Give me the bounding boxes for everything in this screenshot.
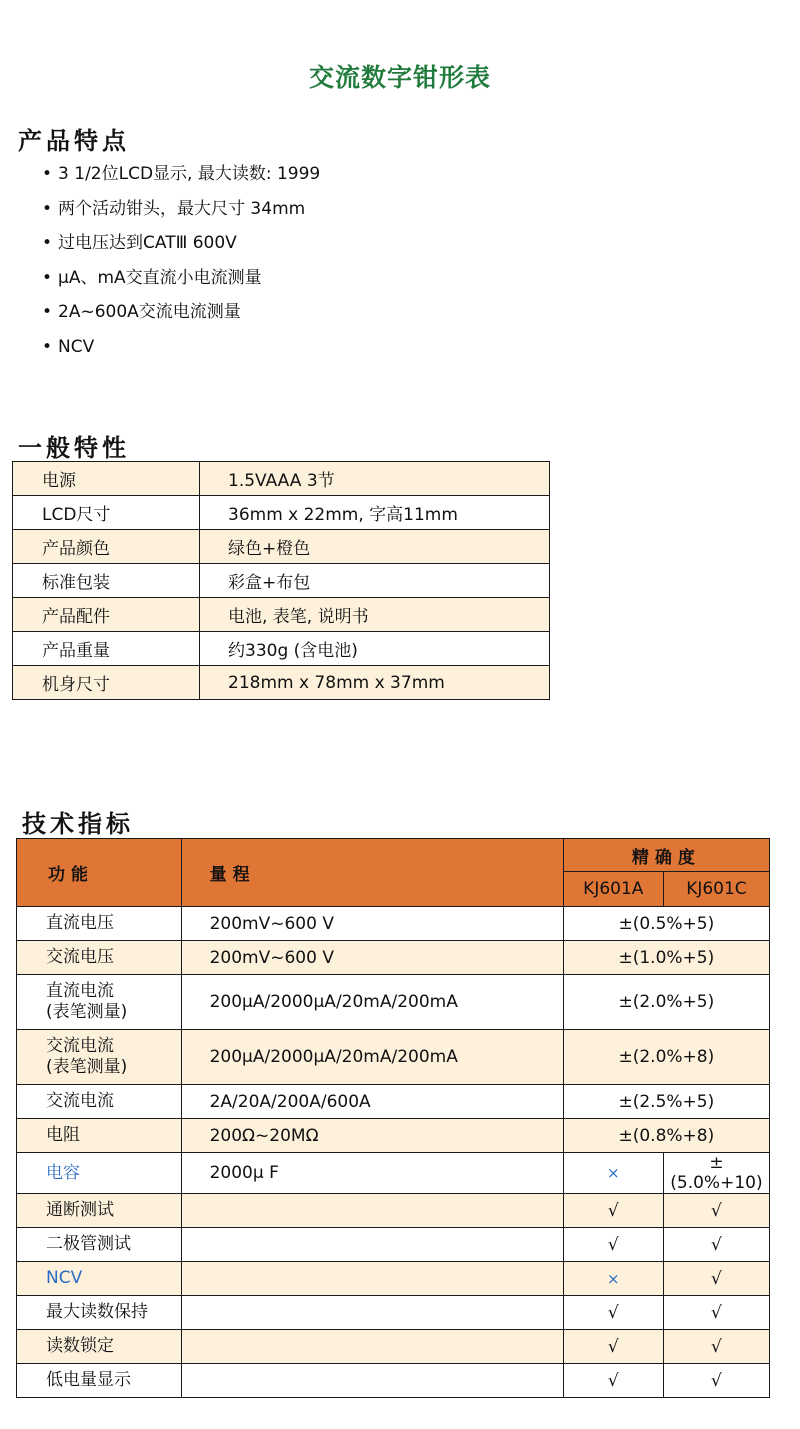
- check-mark: √: [663, 1296, 769, 1330]
- range-cell: 2000μ F: [181, 1153, 563, 1194]
- spec-value: 电池, 表笔, 说明书: [200, 598, 550, 632]
- range-cell: 200μA/2000μA/20mA/200mA: [181, 975, 563, 1030]
- table-row: [13, 496, 550, 530]
- function-note: (表笔测量): [46, 1057, 128, 1077]
- feature-item: • 过电压达到CATⅢ 600V: [42, 229, 320, 264]
- page-title: 交流数字钳形表: [308, 63, 491, 92]
- table-row: [13, 666, 550, 700]
- function-cell: 交流电流: [17, 1085, 182, 1119]
- table-row: [17, 1364, 770, 1398]
- table-row: [17, 1085, 770, 1119]
- spec-key: 标准包装: [13, 564, 200, 598]
- table-row: [17, 1296, 770, 1330]
- check-mark: √: [563, 1194, 663, 1228]
- function-note: (表笔测量): [46, 1002, 128, 1022]
- range-cell: 200mV~600 V: [181, 941, 563, 975]
- table-row: [17, 941, 770, 975]
- function-cell: 直流电压: [17, 907, 182, 941]
- general-spec-table: [12, 461, 550, 700]
- table-row: [17, 975, 770, 1030]
- table-row: [13, 598, 550, 632]
- spec-key: 产品颜色: [13, 530, 200, 564]
- check-mark: √: [663, 1194, 769, 1228]
- table-row: [17, 1030, 770, 1085]
- table-row: [17, 907, 770, 941]
- table-row: [17, 1194, 770, 1228]
- table-row: [17, 1228, 770, 1262]
- spec-key: 产品重量: [13, 632, 200, 666]
- check-mark: √: [663, 1364, 769, 1398]
- table-row: [17, 1153, 770, 1194]
- accuracy-cell: ±(5.0%+10): [663, 1153, 769, 1194]
- accuracy-cell: ±(0.8%+8): [563, 1119, 769, 1153]
- feature-item: • 2A~600A交流电流测量: [42, 298, 320, 333]
- accuracy-cell: ±(1.0%+5): [563, 941, 769, 975]
- cross-mark: ×: [563, 1262, 663, 1296]
- function-cell: 二极管测试: [17, 1228, 182, 1262]
- function-label: 直流电流: [46, 981, 114, 1001]
- function-cell: NCV: [17, 1262, 182, 1296]
- check-mark: √: [663, 1330, 769, 1364]
- technical-spec-table: [16, 838, 770, 1398]
- accuracy-cell: ±(2.0%+8): [563, 1030, 769, 1085]
- function-cell: [17, 975, 182, 1030]
- feature-item: • μA、mA交直流小电流测量: [42, 264, 320, 299]
- feature-item: • 3 1/2位LCD显示, 最大读数: 1999: [42, 160, 320, 195]
- feature-list: [42, 160, 320, 368]
- range-cell: 2A/20A/200A/600A: [181, 1085, 563, 1119]
- check-mark: √: [563, 1330, 663, 1364]
- table-row: [13, 564, 550, 598]
- features-heading: 产品特点: [18, 127, 130, 155]
- spec-value: 218mm x 78mm x 37mm: [200, 666, 550, 700]
- function-cell: 通断测试: [17, 1194, 182, 1228]
- table-row: [13, 632, 550, 666]
- check-mark: √: [563, 1296, 663, 1330]
- function-cell: 电阻: [17, 1119, 182, 1153]
- range-cell: [181, 1262, 563, 1296]
- function-cell: 交流电压: [17, 941, 182, 975]
- check-mark: √: [663, 1262, 769, 1296]
- spec-value: 1.5VAAA 3节: [200, 462, 550, 496]
- tech-heading: 技术指标: [22, 810, 134, 838]
- range-cell: 200Ω~20MΩ: [181, 1119, 563, 1153]
- check-mark: √: [563, 1364, 663, 1398]
- accuracy-cell: ±(2.0%+5): [563, 975, 769, 1030]
- spec-key: 电源: [13, 462, 200, 496]
- table-row: [17, 1330, 770, 1364]
- range-cell: [181, 1228, 563, 1262]
- spec-value: 彩盒+布包: [200, 564, 550, 598]
- spec-key: 产品配件: [13, 598, 200, 632]
- feature-item: • NCV: [42, 333, 320, 368]
- spec-value: 约330g (含电池): [200, 632, 550, 666]
- range-cell: [181, 1330, 563, 1364]
- header-function: 功能: [17, 839, 182, 907]
- table-row: [17, 1262, 770, 1296]
- range-cell: [181, 1364, 563, 1398]
- table-row: [13, 530, 550, 564]
- header-accuracy: 精确度: [563, 839, 769, 872]
- range-cell: 200μA/2000μA/20mA/200mA: [181, 1030, 563, 1085]
- check-mark: √: [563, 1228, 663, 1262]
- function-label: 交流电流: [46, 1036, 114, 1056]
- cross-mark: ×: [563, 1153, 663, 1194]
- function-cell: 最大读数保持: [17, 1296, 182, 1330]
- header-range: 量程: [181, 839, 563, 907]
- header-model-c: KJ601C: [663, 872, 769, 907]
- spec-value: 绿色+橙色: [200, 530, 550, 564]
- general-heading: 一般特性: [18, 434, 130, 462]
- range-cell: 200mV~600 V: [181, 907, 563, 941]
- accuracy-cell: ±(0.5%+5): [563, 907, 769, 941]
- spec-key: 机身尺寸: [13, 666, 200, 700]
- spec-value: 36mm x 22mm, 字高11mm: [200, 496, 550, 530]
- function-cell: 低电量显示: [17, 1364, 182, 1398]
- header-model-a: KJ601A: [563, 872, 663, 907]
- function-cell: 读数锁定: [17, 1330, 182, 1364]
- spec-key: LCD尺寸: [13, 496, 200, 530]
- table-row: [13, 462, 550, 496]
- range-cell: [181, 1296, 563, 1330]
- table-row: [17, 1119, 770, 1153]
- feature-item: • 两个活动钳头，最大尺寸 34mm: [42, 195, 320, 230]
- table-header-row: [17, 839, 770, 872]
- accuracy-cell: ±(2.5%+5): [563, 1085, 769, 1119]
- range-cell: [181, 1194, 563, 1228]
- function-cell: 电容: [17, 1153, 182, 1194]
- check-mark: √: [663, 1228, 769, 1262]
- function-cell: [17, 1030, 182, 1085]
